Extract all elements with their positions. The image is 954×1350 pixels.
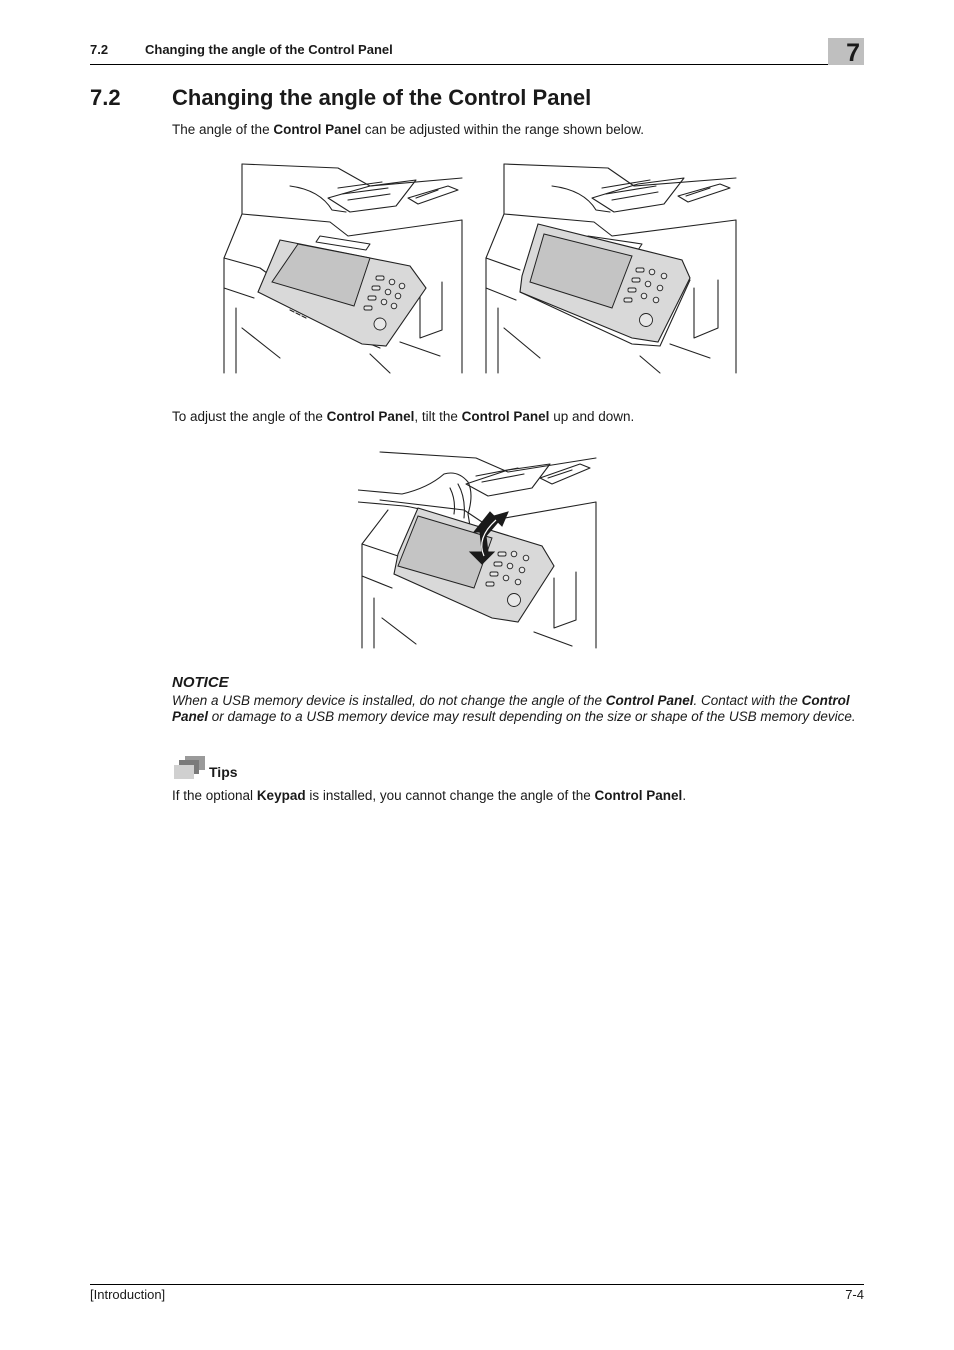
header-rule	[90, 64, 864, 65]
section-title: Changing the angle of the Control Panel	[172, 85, 592, 110]
tips-pages-icon	[173, 755, 207, 781]
control-panel-raised	[520, 224, 690, 346]
tips-text: If the optional Keypad is installed, you cannot change the angle of the Control Panel.	[172, 788, 687, 803]
illustration-panel-lowered	[220, 158, 464, 374]
intro-paragraph: The angle of the Control Panel can be adjusted within the range shown below.	[172, 122, 645, 137]
control-panel-lowered	[258, 240, 426, 346]
footer-chapter-name: [Introduction]	[90, 1287, 166, 1302]
chapter-number-badge: 7	[828, 38, 864, 65]
tips-label: Tips	[209, 764, 238, 780]
section-number: 7.2	[90, 85, 121, 110]
footer-page-number: 7-4	[845, 1287, 864, 1302]
notice-heading: NOTICE	[172, 674, 229, 691]
running-header-title: Changing the angle of the Control Panel	[145, 42, 393, 57]
illustration-tilting-panel	[358, 448, 598, 650]
control-panel-tilt	[394, 508, 554, 622]
adjust-paragraph: To adjust the angle of the Control Panel, tilt the Control Panel up and down.	[172, 409, 635, 424]
illustration-panel-raised	[484, 158, 738, 374]
footer-rule	[90, 1284, 864, 1285]
running-header-section-number: 7.2	[90, 42, 109, 57]
notice-text: When a USB memory device is installed, do not change the angle of the Control Panel. Contact with the Control Panel or damage to a USB memory device may result depending on the size or shape of the USB memory device.	[172, 693, 856, 724]
